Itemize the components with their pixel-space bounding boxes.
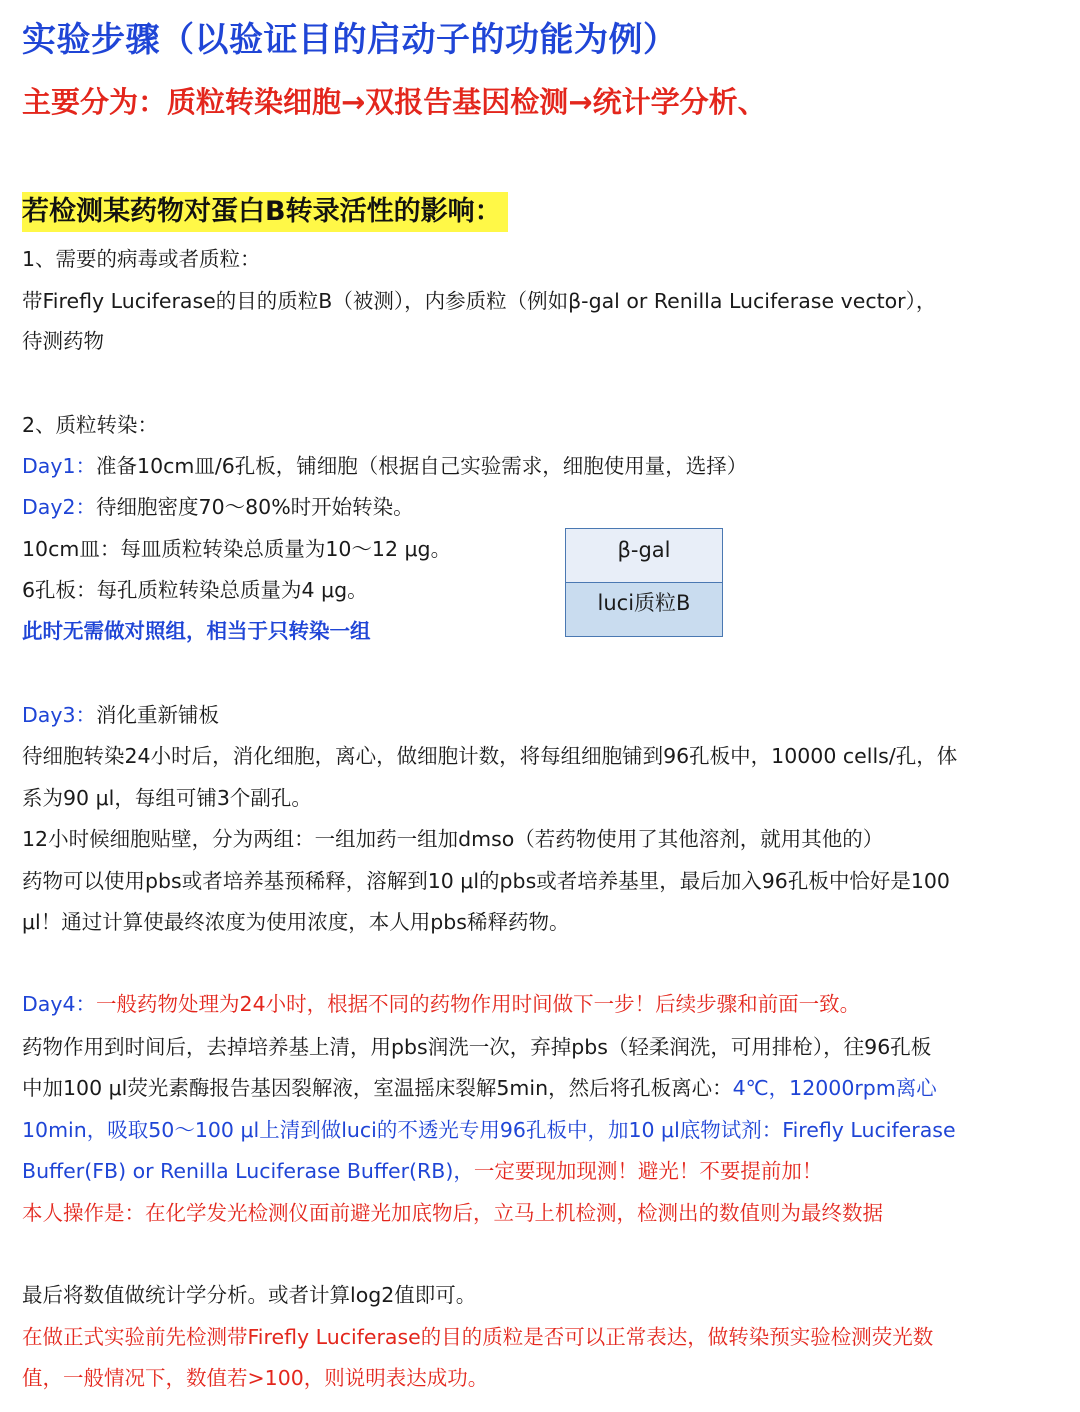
- section1-heading: 1、需要的病毒或者质粒：: [22, 247, 261, 271]
- final-line2: 在做正式实验前先检测带Firefly Luciferase的目的质粒是否可以正常表达，做转染预实验检测荧光数: [22, 1325, 934, 1349]
- day4-line2-blue: 4℃，12000rpm离心: [732, 1076, 937, 1100]
- day4-line4-red: 一定要现加现测！避光！不要提前加！: [473, 1159, 823, 1183]
- page-subtitle: 主要分为：质粒转染细胞→双报告基因检测→统计学分析、: [22, 85, 767, 119]
- day4-line5: 本人操作是：在化学发光检测仪面前避光加底物后，立马上机检测，检测出的数值则为最终数据: [22, 1201, 883, 1225]
- day4-line1: 药物作用到时间后，去掉培养基上清，用pbs润洗一次，弃掉pbs（轻柔润洗，可用排枪），往96孔板: [22, 1035, 932, 1059]
- section1-line2: 待测药物: [22, 329, 104, 353]
- day4-line2: [22, 1073, 937, 1103]
- day3-line2: 系为90 μl，每组可铺3个副孔。: [22, 786, 312, 810]
- day4-line2-black: 中加100 μl荧光素酶报告基因裂解液，室温摇床裂解5min，然后将孔板离心：: [22, 1076, 733, 1100]
- section2-heading: 2、质粒转染：: [22, 413, 159, 437]
- day2-text: 待细胞密度70～80%时开始转染。: [96, 495, 414, 519]
- day4-label: Day4：: [22, 992, 97, 1016]
- plasmid-beta-gal: β-gal: [566, 529, 722, 583]
- page-title: 实验步骤（以验证目的启动子的功能为例）: [22, 20, 678, 60]
- day4-label-text: 一般药物处理为24小时，根据不同的药物作用时间做下一步！后续步骤和前面一致。: [96, 992, 861, 1016]
- day1-text: 准备10cm皿/6孔板，铺细胞（根据自己实验需求，细胞使用量，选择）: [96, 454, 748, 478]
- day1-line: [22, 451, 747, 481]
- final-line1: 最后将数值做统计学分析。或者计算log2值即可。: [22, 1283, 477, 1307]
- highlighted-heading: 若检测某药物对蛋白B转录活性的影响：: [22, 192, 508, 232]
- day4-line3: 10min，吸取50～100 μl上清到做luci的不透光专用96孔板中，加10 μl底物试剂：Firefly Luciferase: [22, 1118, 956, 1142]
- day4-heading: [22, 989, 860, 1019]
- day4-line4: [22, 1156, 822, 1186]
- day3-line1: 待细胞转染24小时后，消化细胞，离心，做细胞计数，将每组细胞铺到96孔板中，10000 cells/孔，体: [22, 744, 958, 768]
- day1-label: Day1：: [22, 454, 97, 478]
- day3-line3: 12小时候细胞贴壁，分为两组：一组加药一组加dmso（若药物使用了其他溶剂，就用其他的）: [22, 827, 884, 851]
- plate-line: 6孔板：每孔质粒转染总质量为4 μg。: [22, 578, 368, 602]
- day3-label-text: 消化重新铺板: [96, 703, 220, 727]
- section1-line1: 带Firefly Luciferase的目的质粒B（被测），内参质粒（例如β-gal or Renilla Luciferase vector），: [22, 289, 937, 313]
- day3-heading: [22, 700, 219, 730]
- plasmid-diagram: [565, 528, 723, 637]
- day3-line5: μl！通过计算使最终浓度为使用浓度，本人用pbs稀释药物。: [22, 910, 570, 934]
- day2-line: [22, 492, 414, 522]
- day3-line4: 药物可以使用pbs或者培养基预稀释，溶解到10 μl的pbs或者培养基里，最后加入96孔板中恰好是100: [22, 869, 950, 893]
- control-note: 此时无需做对照组，相当于只转染一组: [22, 619, 371, 643]
- final-line3: 值，一般情况下，数值若>100，则说明表达成功。: [22, 1366, 489, 1390]
- day2-label: Day2：: [22, 495, 97, 519]
- day4-line4-blue: Buffer(FB) or Renilla Luciferase Buffer(RB)，: [22, 1159, 474, 1183]
- plasmid-luci-b: luci质粒B: [566, 583, 722, 636]
- day3-label: Day3：: [22, 703, 97, 727]
- dish-line: 10cm皿：每皿质粒转染总质量为10～12 μg。: [22, 537, 452, 561]
